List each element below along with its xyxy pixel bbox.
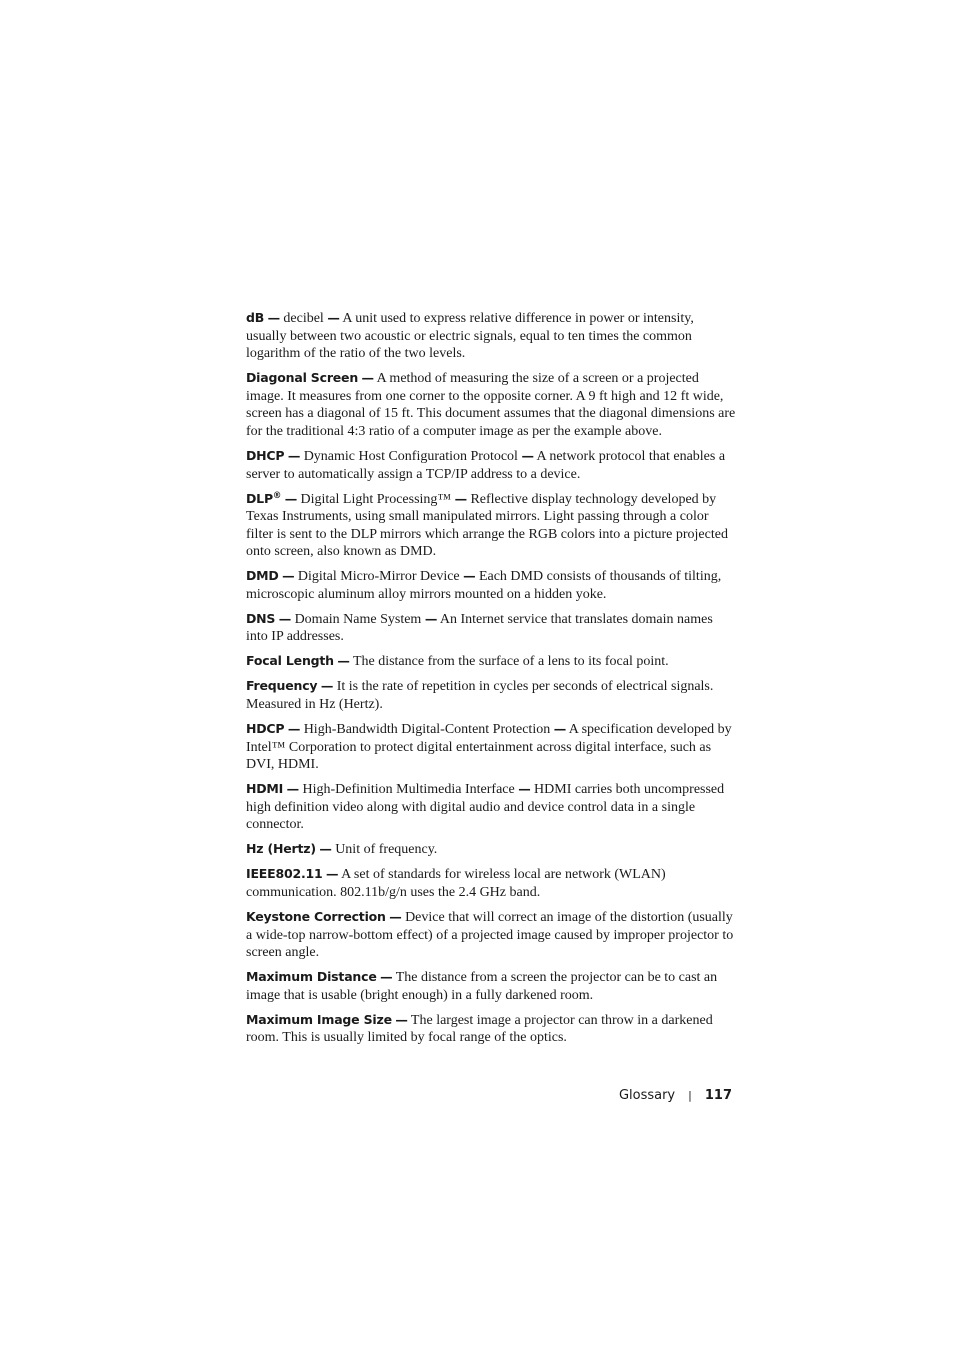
glossary-term: DMD (246, 568, 279, 584)
glossary-term: dB (246, 310, 265, 325)
glossary-definition-part: Each DMD consists of thousands of tilting, microscopic aluminum alloy mirrors mounted on a hidden yoke. (246, 569, 722, 602)
glossary-entry: HDMI — High-Definition Multimedia Interface — HDMI carries both uncompressed high definition video along with digital audio and device control data in a single connector. (246, 781, 725, 833)
glossary-definition-part: The distance from the surface of a lens to its focal point. (352, 654, 669, 670)
glossary-definition-part: A specification developed by Intel™ Corporation to protect digital entertainment across digital interface, such as DVI, HDMI. (246, 722, 732, 773)
glossary-definition-part: High-Definition Multimedia Interface (302, 782, 515, 798)
page-number: 117 (704, 1088, 732, 1103)
glossary-term: Keystone Correction (246, 908, 386, 924)
glossary-entry: Maximum Distance — The distance from a screen the projector can be to cast an image that is usable (bright enough) in a fully darkened room. (246, 969, 718, 1003)
glossary-definition-part: Digital Light Processing™ (300, 491, 452, 507)
glossary-definition-part: An Internet service that translates domain names into IP addresses. (246, 611, 713, 645)
glossary-definition-part: Dynamic Host Configuration Protocol (303, 448, 518, 464)
glossary-definition-part: High-Bandwidth Digital-Content Protection (303, 722, 551, 737)
glossary-term: Maximum Distance (246, 969, 377, 985)
glossary-definition-part: The largest image a projector can throw in a darkened room. This is usually limited by focal range of the optics. (246, 1012, 713, 1046)
page-footer (619, 1088, 732, 1103)
glossary-definition-part: A unit used to express relative difference in power or intensity, usually between two acoustic or electric signals, equal to ten times the common logarithm of the ratio of the two levels. (246, 311, 694, 362)
glossary-definition-part: Reflective display technology developed by Texas Instruments, using small manipulated mirrors. Light passing through a color filter is sent to the DLP mirrors which arrange the RGB colors into a picture projected onto screen, also known as DMD. (246, 491, 728, 560)
glossary-entry: DHCP — Dynamic Host Configuration Protocol — A network protocol that enables a server to automatically assign a TCP/IP address to a device. (246, 447, 726, 482)
glossary-definition-part: The distance from a screen the projector can be to cast an image that is usable (bright enough) in a fully darkened room. (246, 970, 718, 1003)
glossary-definition-part: Domain Name System (294, 611, 422, 627)
glossary-entry: Hz (Hertz) — Unit of frequency. (246, 841, 438, 858)
glossary-term: IEEE802.11 (246, 866, 323, 882)
glossary-term: DNS (246, 610, 276, 626)
glossary-entry: Maximum Image Size — The largest image a projector can throw in a darkened room. This is usually limited by focal range of the optics. (246, 1011, 713, 1046)
glossary-term: Focal Length (246, 653, 334, 669)
glossary-definition-part: decibel (283, 311, 324, 326)
glossary-definition-part: A method of measuring the size of a screen or a projected image. It measures from one corner to the opposite corner. A 9 ft high and 12 ft wide, screen has a diagonal of 15 ft. This document assumes that the diagonal dimensions are for the traditional 4:3 ratio of a computer image as per the example above. (246, 371, 736, 439)
glossary-term: HDMI (246, 781, 284, 797)
footer-separator: | (688, 1089, 692, 1102)
glossary-definition-part: It is the rate of repetition in cycles per seconds of electrical signals. Measured in Hz (Hertz). (246, 679, 714, 713)
glossary-definition-part: Device that will correct an image of the distortion (usually a wide-top narrow-bottom effect) of a projected image caused by improper projector to screen angle. (246, 909, 734, 961)
glossary-term: DLP® (246, 490, 282, 506)
glossary-term: Diagonal Screen (246, 370, 359, 386)
glossary-definition-part: A set of standards for wireless local are network (WLAN) communication. 802.11b/g/n uses the 2.4 GHz band. (246, 867, 666, 900)
glossary-term: Frequency (246, 678, 318, 694)
glossary-entry: DMD — Digital Micro-Mirror Device — Each DMD consists of thousands of tilting, microscopic aluminum alloy mirrors mounted on a hidden yoke. (246, 568, 722, 602)
glossary-entry: Keystone Correction — Device that will correct an image of the distortion (usually a wide-top narrow-bottom effect) of a projected image caused by improper projector to screen angle. (246, 908, 734, 961)
glossary-definition-part: HDMI carries both uncompressed high definition video along with digital audio and device control data in a single connector. (246, 782, 725, 833)
glossary-entry: DNS — Domain Name System — An Internet service that translates domain names into IP addresses. (246, 610, 713, 645)
glossary-entry: Focal Length — The distance from the surface of a lens to its focal point. (246, 653, 669, 670)
glossary-entry: HDCP — High-Bandwidth Digital-Content Protection — A specification developed by Intel™ Corporation to protect digital entertainment across digital interface, such as DVI, HDMI. (246, 721, 732, 773)
glossary-entry: IEEE802.11 — A set of standards for wireless local are network (WLAN) communication. 802.11b/g/n uses the 2.4 GHz band. (246, 866, 666, 900)
glossary-term: Maximum Image Size (246, 1011, 392, 1027)
glossary-entry: Frequency — It is the rate of repetition in cycles per seconds of electrical signals. Measured in Hz (Hertz). (246, 678, 714, 713)
glossary-entry: DLP® — Digital Light Processing™ — Reflective display technology developed by Texas Instruments, using small manipulated mirrors. Light passing through a color filter is sent to the DLP mirrors which arrange the RGB colors into a picture projected onto screen, also known as DMD. (246, 490, 728, 560)
glossary-term: HDCP (246, 721, 285, 736)
glossary-term: DHCP (246, 447, 285, 463)
glossary-definition-part: Digital Micro-Mirror Device (297, 569, 460, 585)
glossary-definition-part: A network protocol that enables a server to automatically assign a TCP/IP address to a device. (246, 448, 726, 482)
glossary-definition-part: Unit of frequency. (335, 842, 438, 858)
footer-section-title: Glossary (618, 1088, 676, 1103)
registered-mark: ® (272, 490, 282, 501)
glossary-entry: dB — decibel — A unit used to express relative difference in power or intensity, usually between two acoustic or electric signals, equal to ten times the common logarithm of the ratio of the two levels. (246, 310, 694, 362)
glossary-term: Hz (Hertz) (246, 841, 316, 857)
glossary-entry: Diagonal Screen — A method of measuring the size of a screen or a projected image. It measures from one corner to the opposite corner. A 9 ft high and 12 ft wide, screen has a diagonal of 15 ft. This document assumes that the diagonal dimensions are for the traditional 4:3 ratio of a computer image as per the example above. (246, 370, 736, 439)
glossary-content (246, 309, 736, 1053)
